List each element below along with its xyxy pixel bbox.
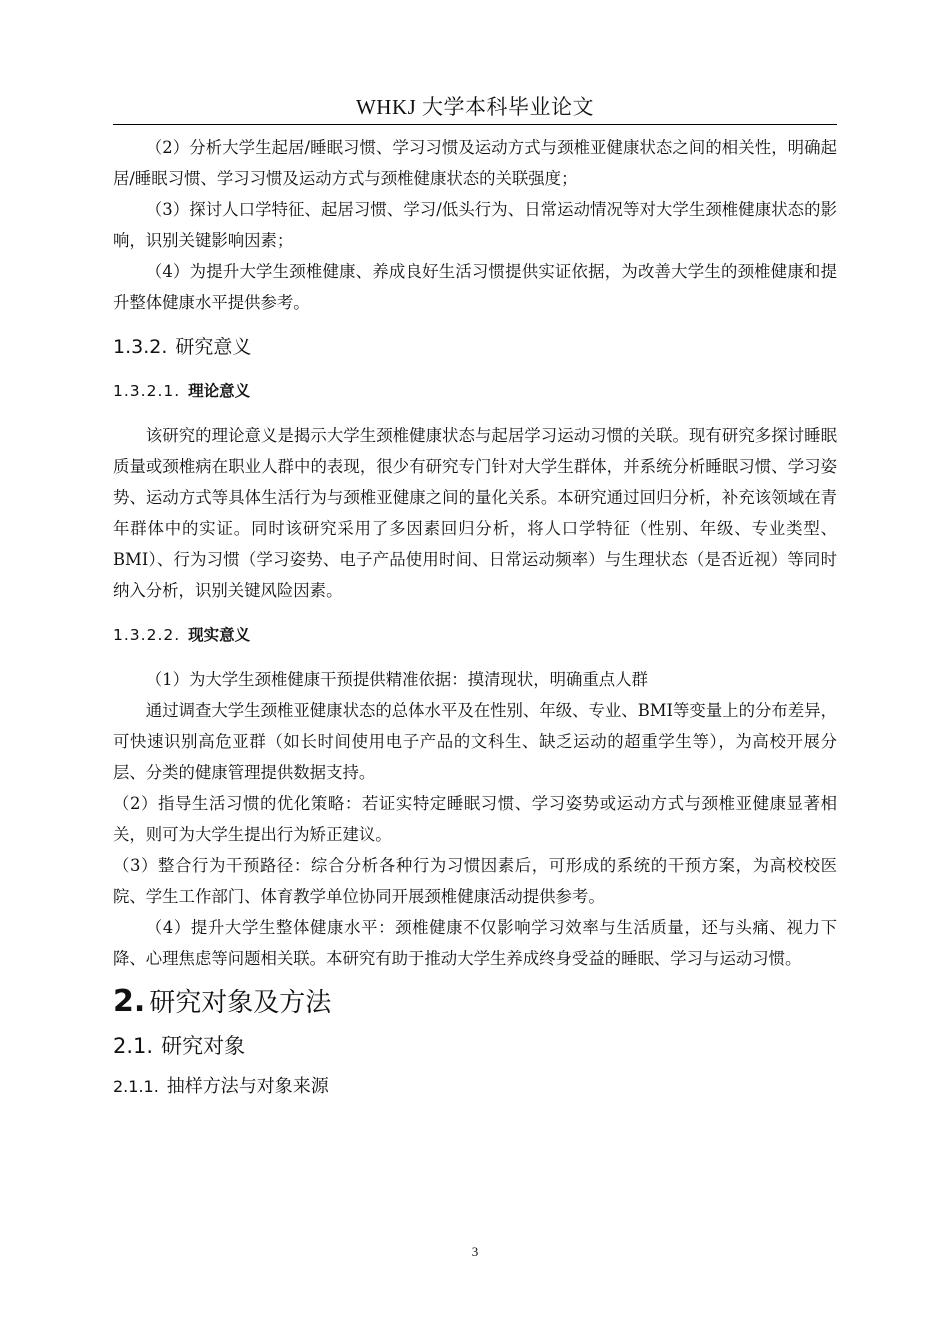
heading-number: 1.3.2.1. <box>113 382 181 400</box>
practical-point-3: （3）整合行为干预路径：综合分析各种行为习惯因素后，可形成的系统的干预方案，为高校校医院、学生工作部门、体育教学单位协同开展颈椎健康活动提供参考。 <box>113 856 837 906</box>
heading-number: 1.3.2. <box>113 336 168 358</box>
practical-point-1-title: （1）为大学生颈椎健康干预提供精准依据：摸清现状，明确重点人群 <box>145 670 648 689</box>
heading-number: 2. <box>113 984 146 1019</box>
heading-number: 2.1.1. <box>113 1077 159 1096</box>
practical-point-1-body: 通过调查大学生颈椎亚健康状态的总体水平及在性别、年级、专业、BMI等变量上的分布差异，可快速识别高危亚群（如长时间使用电子产品的文科生、缺乏运动的超重学生等），为高校开展分层、分类的健康管理提供数据支持。 <box>113 701 837 782</box>
heading-1-3-2-2 <box>113 620 837 650</box>
heading-1-3-2 <box>113 332 837 362</box>
objective-4: （4）为提升大学生颈椎健康、养成良好生活习惯提供实证依据，为改善大学生的颈椎健康和提升整体健康水平提供参考。 <box>113 262 837 312</box>
heading-title: 研究对象 <box>161 1034 246 1058</box>
practical-point-4: （4）提升大学生整体健康水平：颈椎健康不仅影响学习效率与生活质量，还与头痛、视力下降、心理焦虑等问题相关联。本研究有助于推动大学生养成终身受益的睡眠、学习与运动习惯。 <box>113 918 837 968</box>
heading-1-3-2-1 <box>113 376 837 406</box>
heading-number: 1.3.2.2. <box>113 626 181 644</box>
heading-title: 理论意义 <box>188 382 251 400</box>
heading-title: 现实意义 <box>188 626 251 644</box>
page-body <box>113 132 837 1103</box>
practical-point-2: （2）指导生活习惯的优化策略：若证实特定睡眠习惯、学习姿势或运动方式与颈椎亚健康显著相关，则可为大学生提出行为矫正建议。 <box>113 794 837 844</box>
heading-2-1 <box>113 1029 837 1063</box>
objective-3: （3）探讨人口学特征、起居习惯、学习/低头行为、日常运动情况等对大学生颈椎健康状态的影响，识别关键影响因素； <box>113 200 837 250</box>
heading-number: 2.1. <box>113 1034 154 1058</box>
theoretical-significance-paragraph: 该研究的理论意义是揭示大学生颈椎健康状态与起居学习运动习惯的关联。现有研究多探讨睡眠质量或颈椎病在职业人群中的表现，很少有研究专门针对大学生群体，并系统分析睡眠习惯、学习姿势、运动方式等具体生活行为与颈椎亚健康之间的量化关系。本研究通过回归分析，补充该领域在青年群体中的实证。同时该研究采用了多因素回归分析，将人口学特征（性别、年级、专业类型、BMI）、行为习惯（学习姿势、电子产品使用时间、日常运动频率）与生理状态（是否近视）等同时纳入分析，识别关键风险因素。 <box>113 426 837 600</box>
header-title: WHKJ 大学本科毕业论文 <box>355 95 595 119</box>
heading-title: 研究对象及方法 <box>149 988 332 1018</box>
heading-title: 研究意义 <box>175 336 252 358</box>
page-number: 3 <box>471 1244 479 1259</box>
heading-2-1-1 <box>113 1071 837 1103</box>
objective-2: （2）分析大学生起居/睡眠习惯、学习习惯及运动方式与颈椎亚健康状态之间的相关性，明确起居/睡眠习惯、学习习惯及运动方式与颈椎健康状态的关联强度； <box>113 138 837 188</box>
heading-title: 抽样方法与对象来源 <box>166 1076 329 1097</box>
chapter-2-heading <box>113 982 837 1023</box>
page-header <box>113 92 837 125</box>
